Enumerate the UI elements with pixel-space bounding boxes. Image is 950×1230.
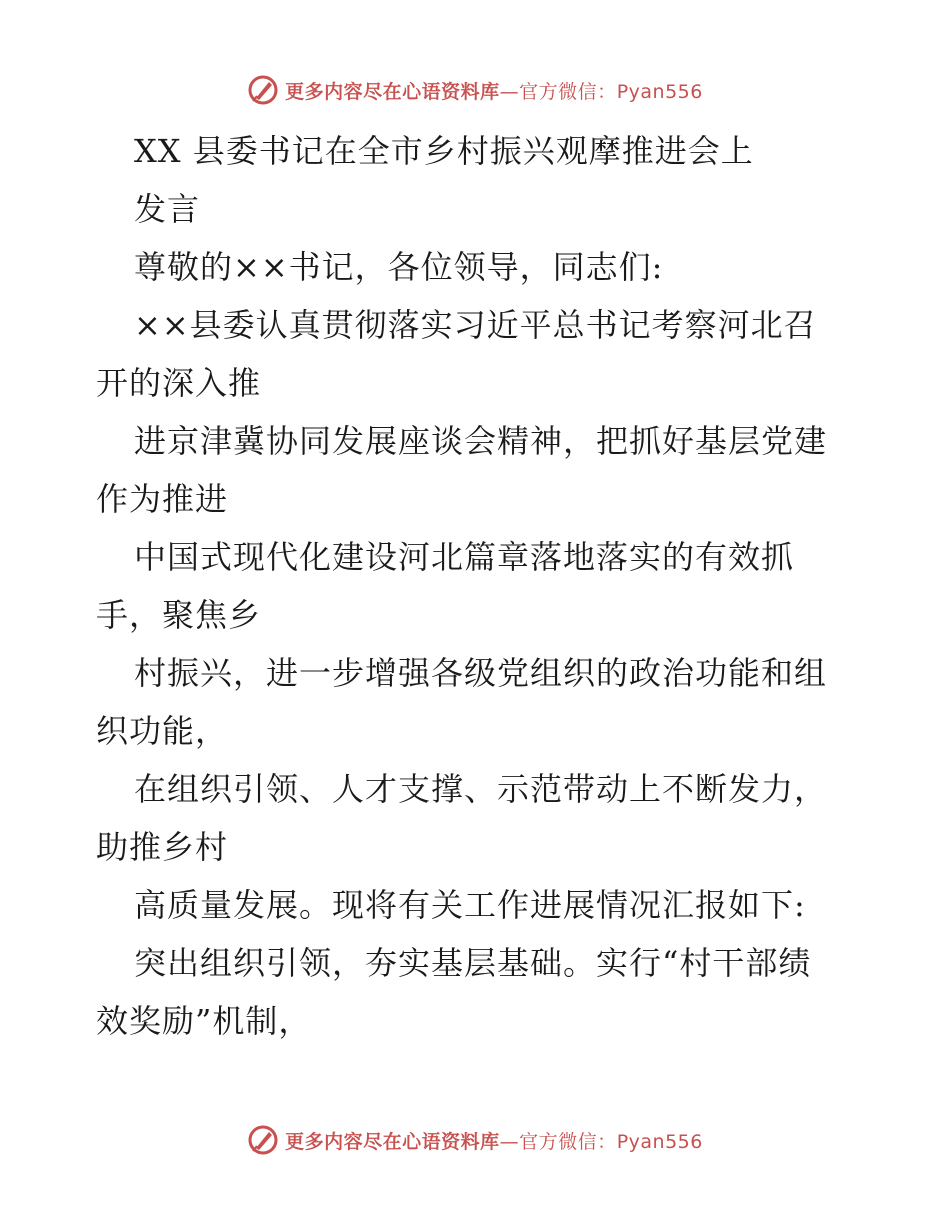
doc-title-line-1: XX 县委书记在全市乡村振兴观摩推进会上 [134,132,754,170]
doc-line: 助推乡村 [96,828,229,866]
banner-text-sep: —官方微信： [499,1130,617,1153]
doc-line: 村振兴，进一步增强各级党组织的政治功能和组 [134,654,828,692]
doc-line: 中国式现代化建设河北篇章落地落实的有效抓 [134,538,795,576]
doc-title-line-2: 发言 [134,190,201,228]
doc-line: 进京津冀协同发展座谈会精神，把抓好基层党建 [134,422,828,460]
banner-text-main: 更多内容尽在心语资料库 [285,80,500,103]
doc-line: 作为推进 [96,480,229,518]
doc-line: 手，聚焦乡 [96,596,262,634]
doc-salutation: 尊敬的××书记，各位领导，同志们: [134,248,664,286]
banner-wechat-id: Pyan556 [616,1130,703,1153]
banner-text-sep: —官方微信： [499,80,617,103]
document-body [96,122,856,1050]
doc-line: 开的深入推 [96,364,262,402]
banner-text-main: 更多内容尽在心语资料库 [285,1130,500,1153]
footer-banner [0,1120,950,1160]
doc-line: 织功能， [96,712,229,750]
header-banner [0,70,950,110]
banner-wechat-id: Pyan556 [616,80,703,103]
doc-line: ××县委认真贯彻落实习近平总书记考察河北召 [134,306,817,344]
banner-text [285,77,703,104]
doc-line: 突出组织引领，夯实基层基础。实行“村干部绩 [134,944,812,982]
doc-line: 效奖励”机制， [96,1002,312,1040]
doc-line: 在组织引领、人才支撑、示范带动上不断发力， [134,770,828,808]
quill-pen-logo-icon [247,1124,279,1156]
doc-line: 高质量发展。现将有关工作进展情况汇报如下: [134,886,806,924]
banner-text [285,1127,703,1154]
quill-pen-logo-icon [247,74,279,106]
